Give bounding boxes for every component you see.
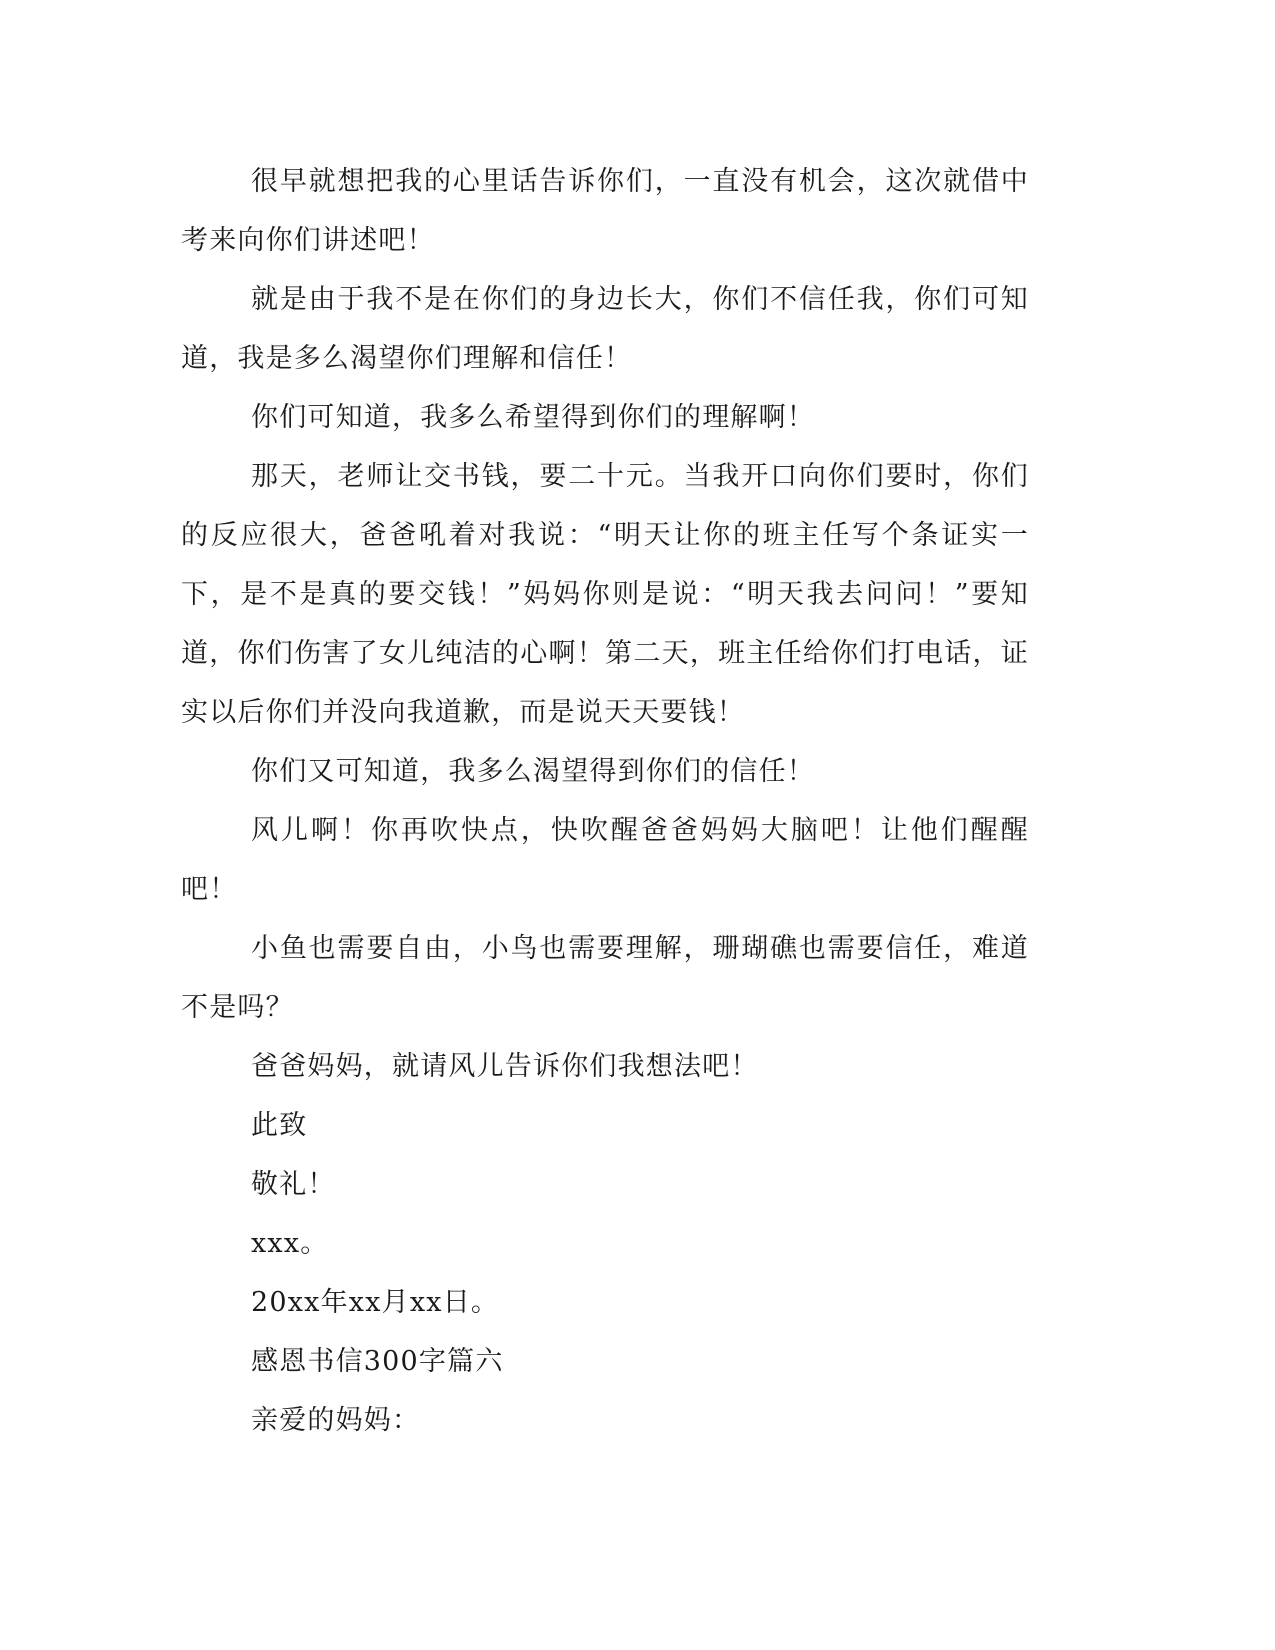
letter-body — [181, 152, 1029, 1450]
signature: xxx。 — [251, 1228, 329, 1259]
paragraph: 小鱼也需要自由，小鸟也需要理解，珊瑚礁也需要信任，难道不是吗？ — [181, 933, 1029, 1023]
closing-respect: 敬礼！ — [251, 1169, 336, 1200]
date: 20xx年xx月xx日。 — [251, 1287, 500, 1318]
paragraph: 就是由于我不是在你们的身边长大，你们不信任我，你们可知道，我是多么渴望你们理解和信任！ — [181, 284, 1029, 374]
section-heading: 感恩书信300字篇六 — [251, 1346, 504, 1377]
paragraph: 爸爸妈妈，就请风儿告诉你们我想法吧！ — [251, 1051, 759, 1082]
paragraph: 那天，老师让交书钱，要二十元。当我开口向你们要时，你们的反应很大，爸爸吼着对我说：“明天让你的班主任写个条证实一下，是不是真的要交钱！”妈妈你则是说：“明天我去问问！”要知道，你们伤害了女儿纯洁的心啊！第二天，班主任给你们打电话，证实以后你们并没向我道歉，而是说天天要钱！ — [181, 461, 1029, 728]
paragraph: 很早就想把我的心里话告诉你们，一直没有机会，这次就借中考来向你们讲述吧！ — [181, 166, 1029, 256]
closing-salutation: 此致 — [251, 1110, 308, 1141]
paragraph: 你们又可知道，我多么渴望得到你们的信任！ — [251, 756, 815, 787]
greeting: 亲爱的妈妈： — [251, 1405, 421, 1436]
paragraph: 风儿啊！你再吹快点，快吹醒爸爸妈妈大脑吧！让他们醒醒吧！ — [181, 815, 1029, 905]
paragraph: 你们可知道，我多么希望得到你们的理解啊！ — [251, 402, 815, 433]
